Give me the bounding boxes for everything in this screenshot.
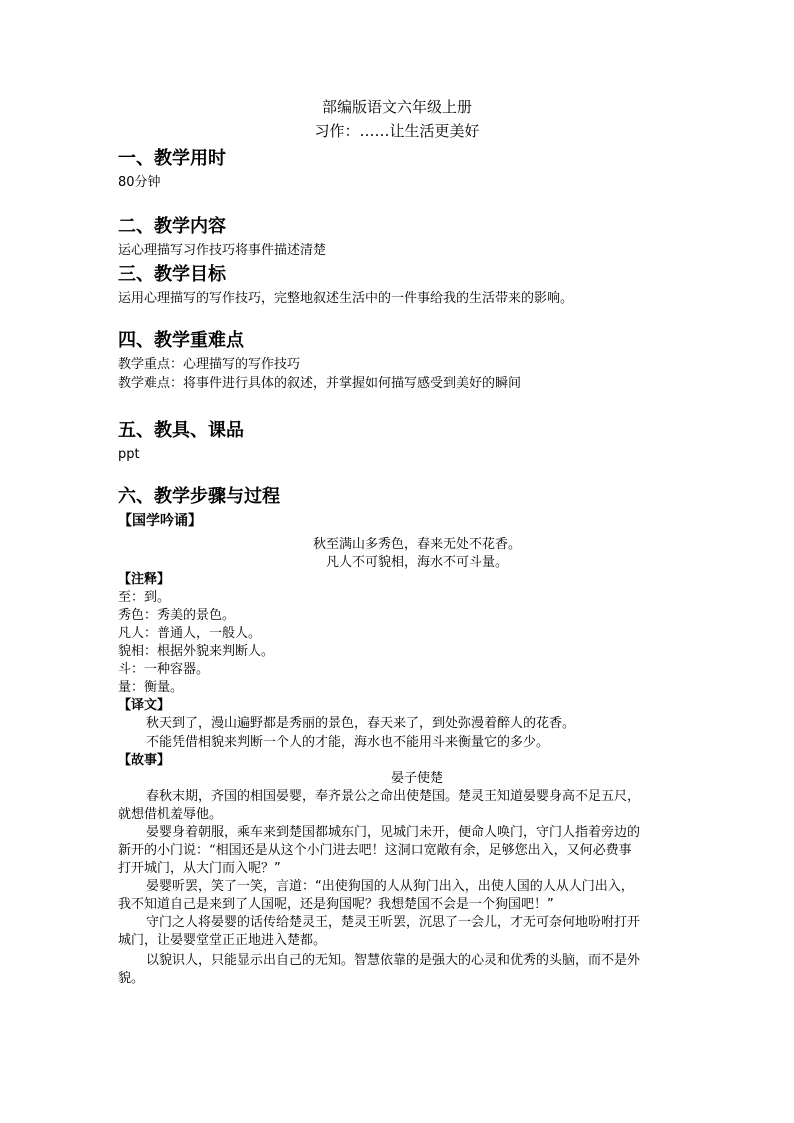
story-line: 以貌识人，只能显示出自己的无知。智慧依靠的是强大的心灵和优秀的头脑，而不是外 (146, 953, 641, 968)
note-item: 凡人：普通人，一般人。 (118, 626, 262, 641)
poem-line-1: 秋至满山多秀色，春来无处不花香。 (312, 537, 521, 552)
story-label: 【故事】 (118, 753, 171, 768)
translation-line: 不能凭借相貌来判断一个人的才能，海水也不能用斗来衡量它的多少。 (146, 735, 550, 750)
story-line: 我不知道自己是来到了人国呢，还是狗国呢？我想楚国不会是一个狗国吧！” (118, 897, 554, 912)
section-heading-4: 四、教学重难点 (118, 330, 244, 351)
note-item: 貌相：根据外貌来判断人。 (118, 644, 275, 659)
doc-subtitle: 习作：……让生活更美好 (314, 122, 480, 140)
story-line: 貌。 (118, 971, 145, 986)
section-heading-6: 六、教学步骤与过程 (118, 486, 280, 507)
section-heading-5: 五、教具、课品 (118, 420, 244, 441)
guoxue-label: 【国学吟诵】 (118, 513, 202, 529)
section-text-4a: 教学重点：心理描写的写作技巧 (118, 357, 301, 372)
section-text-5: ppt (118, 447, 140, 462)
story-line: 守门之人将晏婴的话传给楚灵王，楚灵王听罢，沉思了一会儿，才无可奈何地吩咐打开 (146, 915, 641, 930)
story-line: 春秋末期，齐国的相国晏婴，奉齐景公之命出使楚国。楚灵王知道晏婴身高不足五尺， (146, 789, 641, 804)
story-line: 打开城门，从大门而入呢？” (118, 861, 281, 876)
translation-label: 【译文】 (118, 698, 171, 713)
notes-label: 【注释】 (118, 572, 171, 587)
note-item: 至：到。 (118, 590, 171, 605)
story-line: 晏婴听罢，笑了一笑，言道：“出使狗国的人从狗门出入，出使人国的人从人门出入， (146, 879, 634, 894)
translation-line: 秋天到了，漫山遍野都是秀丽的景色，春天来了，到处弥漫着醉人的花香。 (146, 716, 576, 731)
note-item: 秀色：秀美的景色。 (118, 608, 236, 623)
section-heading-3: 三、教学目标 (118, 264, 226, 285)
note-item: 量：衡量。 (118, 680, 184, 695)
story-line: 城门，让晏婴堂堂正正地进入楚都。 (118, 933, 327, 948)
story-line: 就想借机羞辱他。 (118, 807, 223, 822)
note-item: 斗：一种容器。 (118, 662, 210, 677)
section-text-2: 运心理描写习作技巧将事件描述清楚 (118, 243, 327, 258)
story-line: 晏婴身着朝服，乘车来到楚国都城东门，见城门未开，便命人唤门，守门人指着旁边的 (146, 825, 641, 840)
section-text-4b: 教学难点：将事件进行具体的叙述，并掌握如何描写感受到美好的瞬间 (118, 376, 522, 391)
section-heading-1: 一、教学用时 (118, 148, 226, 169)
section-heading-2: 二、教学内容 (118, 216, 226, 237)
doc-title: 部编版语文六年级上册 (321, 98, 472, 116)
story-line: 新开的小门说：“相国还是从这个小门进去吧！这洞口宽敞有余，足够您出入，又何必费事 (118, 843, 632, 858)
section-text-1: 80分钟 (118, 175, 161, 190)
story-title: 晏子使楚 (390, 771, 443, 786)
poem-line-2: 凡人不可貌相，海水不可斗量。 (325, 555, 508, 570)
section-text-3: 运用心理描写的写作技巧，完整地叙述生活中的一件事给我的生活带来的影响。 (118, 291, 574, 306)
